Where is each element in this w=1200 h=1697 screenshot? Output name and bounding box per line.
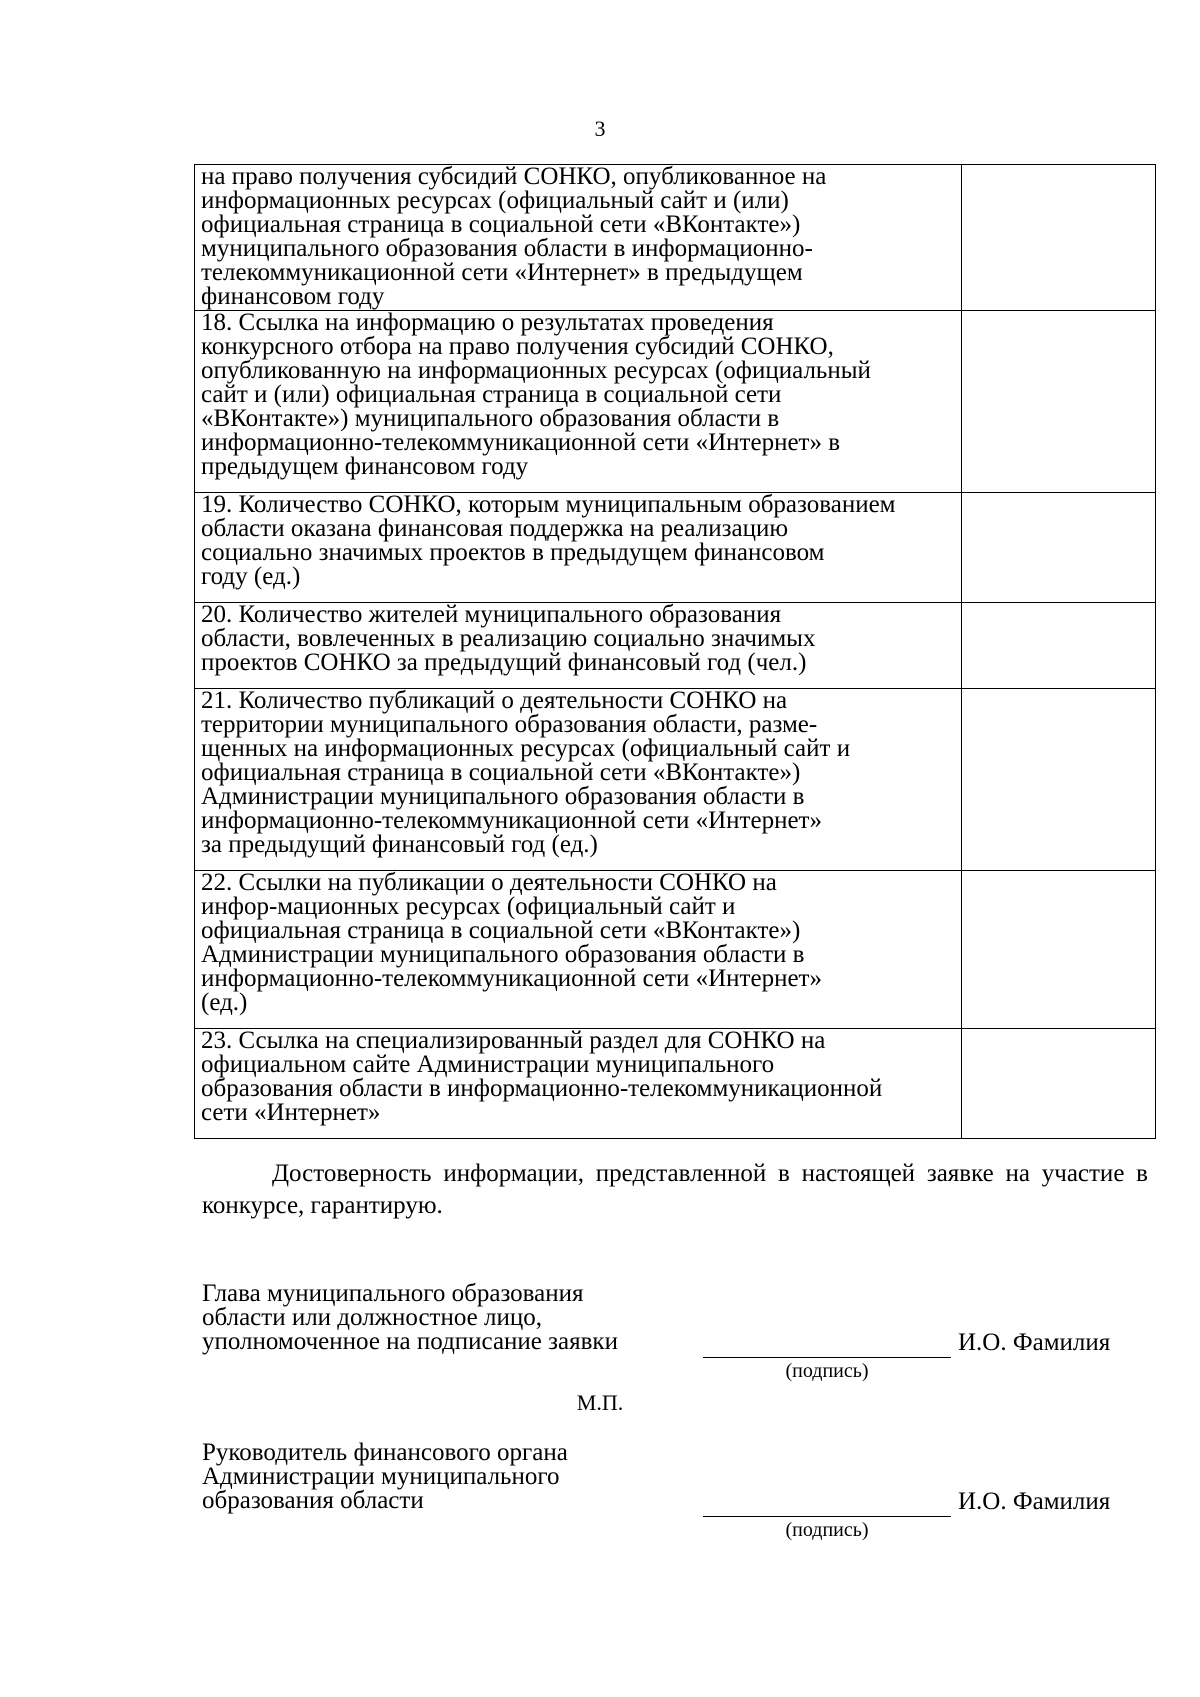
criterion-value-cell[interactable] [962,1029,1156,1139]
criterion-value-cell[interactable] [962,871,1156,1029]
table-row [195,1029,1156,1139]
criterion-text: 20. Количество жителей муниципального образования области, вовлеченных в реализацию социально значимых проектов СОНКО за предыдущий финансовый год (чел.) [195,603,962,689]
assurance-statement: Достоверность информации, представленной в настоящей заявке на участие в конкурсе, гарантирую. [202,1160,1148,1219]
signatory-name-head: И.О. Фамилия [958,1329,1111,1356]
criterion-text: 21. Количество публикаций о деятельности СОНКО на территории муниципального образования области, разме- щенных на информационных ресурсах (официальный сайт и официальная страница в социальной сети «ВКонтакте») Администрации муниципального образования области в информационно-телекоммуникационной сети «Интернет» за предыдущий финансовый год (ед.) [195,689,962,871]
criterion-text: 19. Количество СОНКО, которым муниципальным образованием области оказана финансовая поддержка на реализацию социально значимых проектов в предыдущем финансовом году (ед.) [195,493,962,603]
signatory-name-finance: И.О. Фамилия [958,1488,1111,1515]
criteria-table [194,164,1156,1139]
criterion-value-cell[interactable] [962,603,1156,689]
criterion-value-cell[interactable] [962,689,1156,871]
signature-line-head[interactable] [703,1357,951,1358]
signature-line-finance[interactable] [703,1516,951,1517]
table-row [195,689,1156,871]
criterion-value-cell[interactable] [962,165,1156,311]
criterion-value-cell[interactable] [962,311,1156,493]
criterion-value-cell[interactable] [962,493,1156,603]
criterion-text: 18. Ссылка на информацию о результатах проведения конкурсного отбора на право получения субсидий СОНКО, опубликованную на информационных ресурсах (официальный сайт и (или) официальная страница в социальной сети «ВКонтакте») муниципального образования области в информационно-телекоммуникационной сети «Интернет» в предыдущем финансовом году [195,311,962,493]
table-row [195,165,1156,311]
criterion-text: на право получения субсидий СОНКО, опубликованное на информационных ресурсах (официальный сайт и (или) официальная страница в социальной сети «ВКонтакте») муниципального образования области в информационно- телекоммуникационной сети «Интернет» в предыдущем финансовом году [195,165,962,311]
signatory-role-finance: Руководитель финансового органа Администрации муниципального образования области [202,1439,568,1514]
table-row [195,871,1156,1029]
signature-caption-head: (подпись) [785,1360,869,1382]
table-row [195,311,1156,493]
signatory-role-head: Глава муниципального образования области или должностное лицо, уполномоченное на подписание заявки [202,1280,618,1355]
signature-caption-finance: (подпись) [785,1519,869,1541]
page-number: 3 [594,116,606,141]
table-row [195,493,1156,603]
criterion-text: 23. Ссылка на специализированный раздел для СОНКО на официальном сайте Администрации муниципального образования области в информационно-телекоммуникационной сети «Интернет» [195,1029,962,1139]
table-row [195,603,1156,689]
stamp-placeholder: М.П. [576,1390,624,1415]
criterion-text: 22. Ссылки на публикации о деятельности СОНКО на инфор-мационных ресурсах (официальный сайт и официальная страница в социальной сети «ВКонтакте») Администрации муниципального образования области в информационно-телекоммуникационной сети «Интернет» (ед.) [195,871,962,1029]
